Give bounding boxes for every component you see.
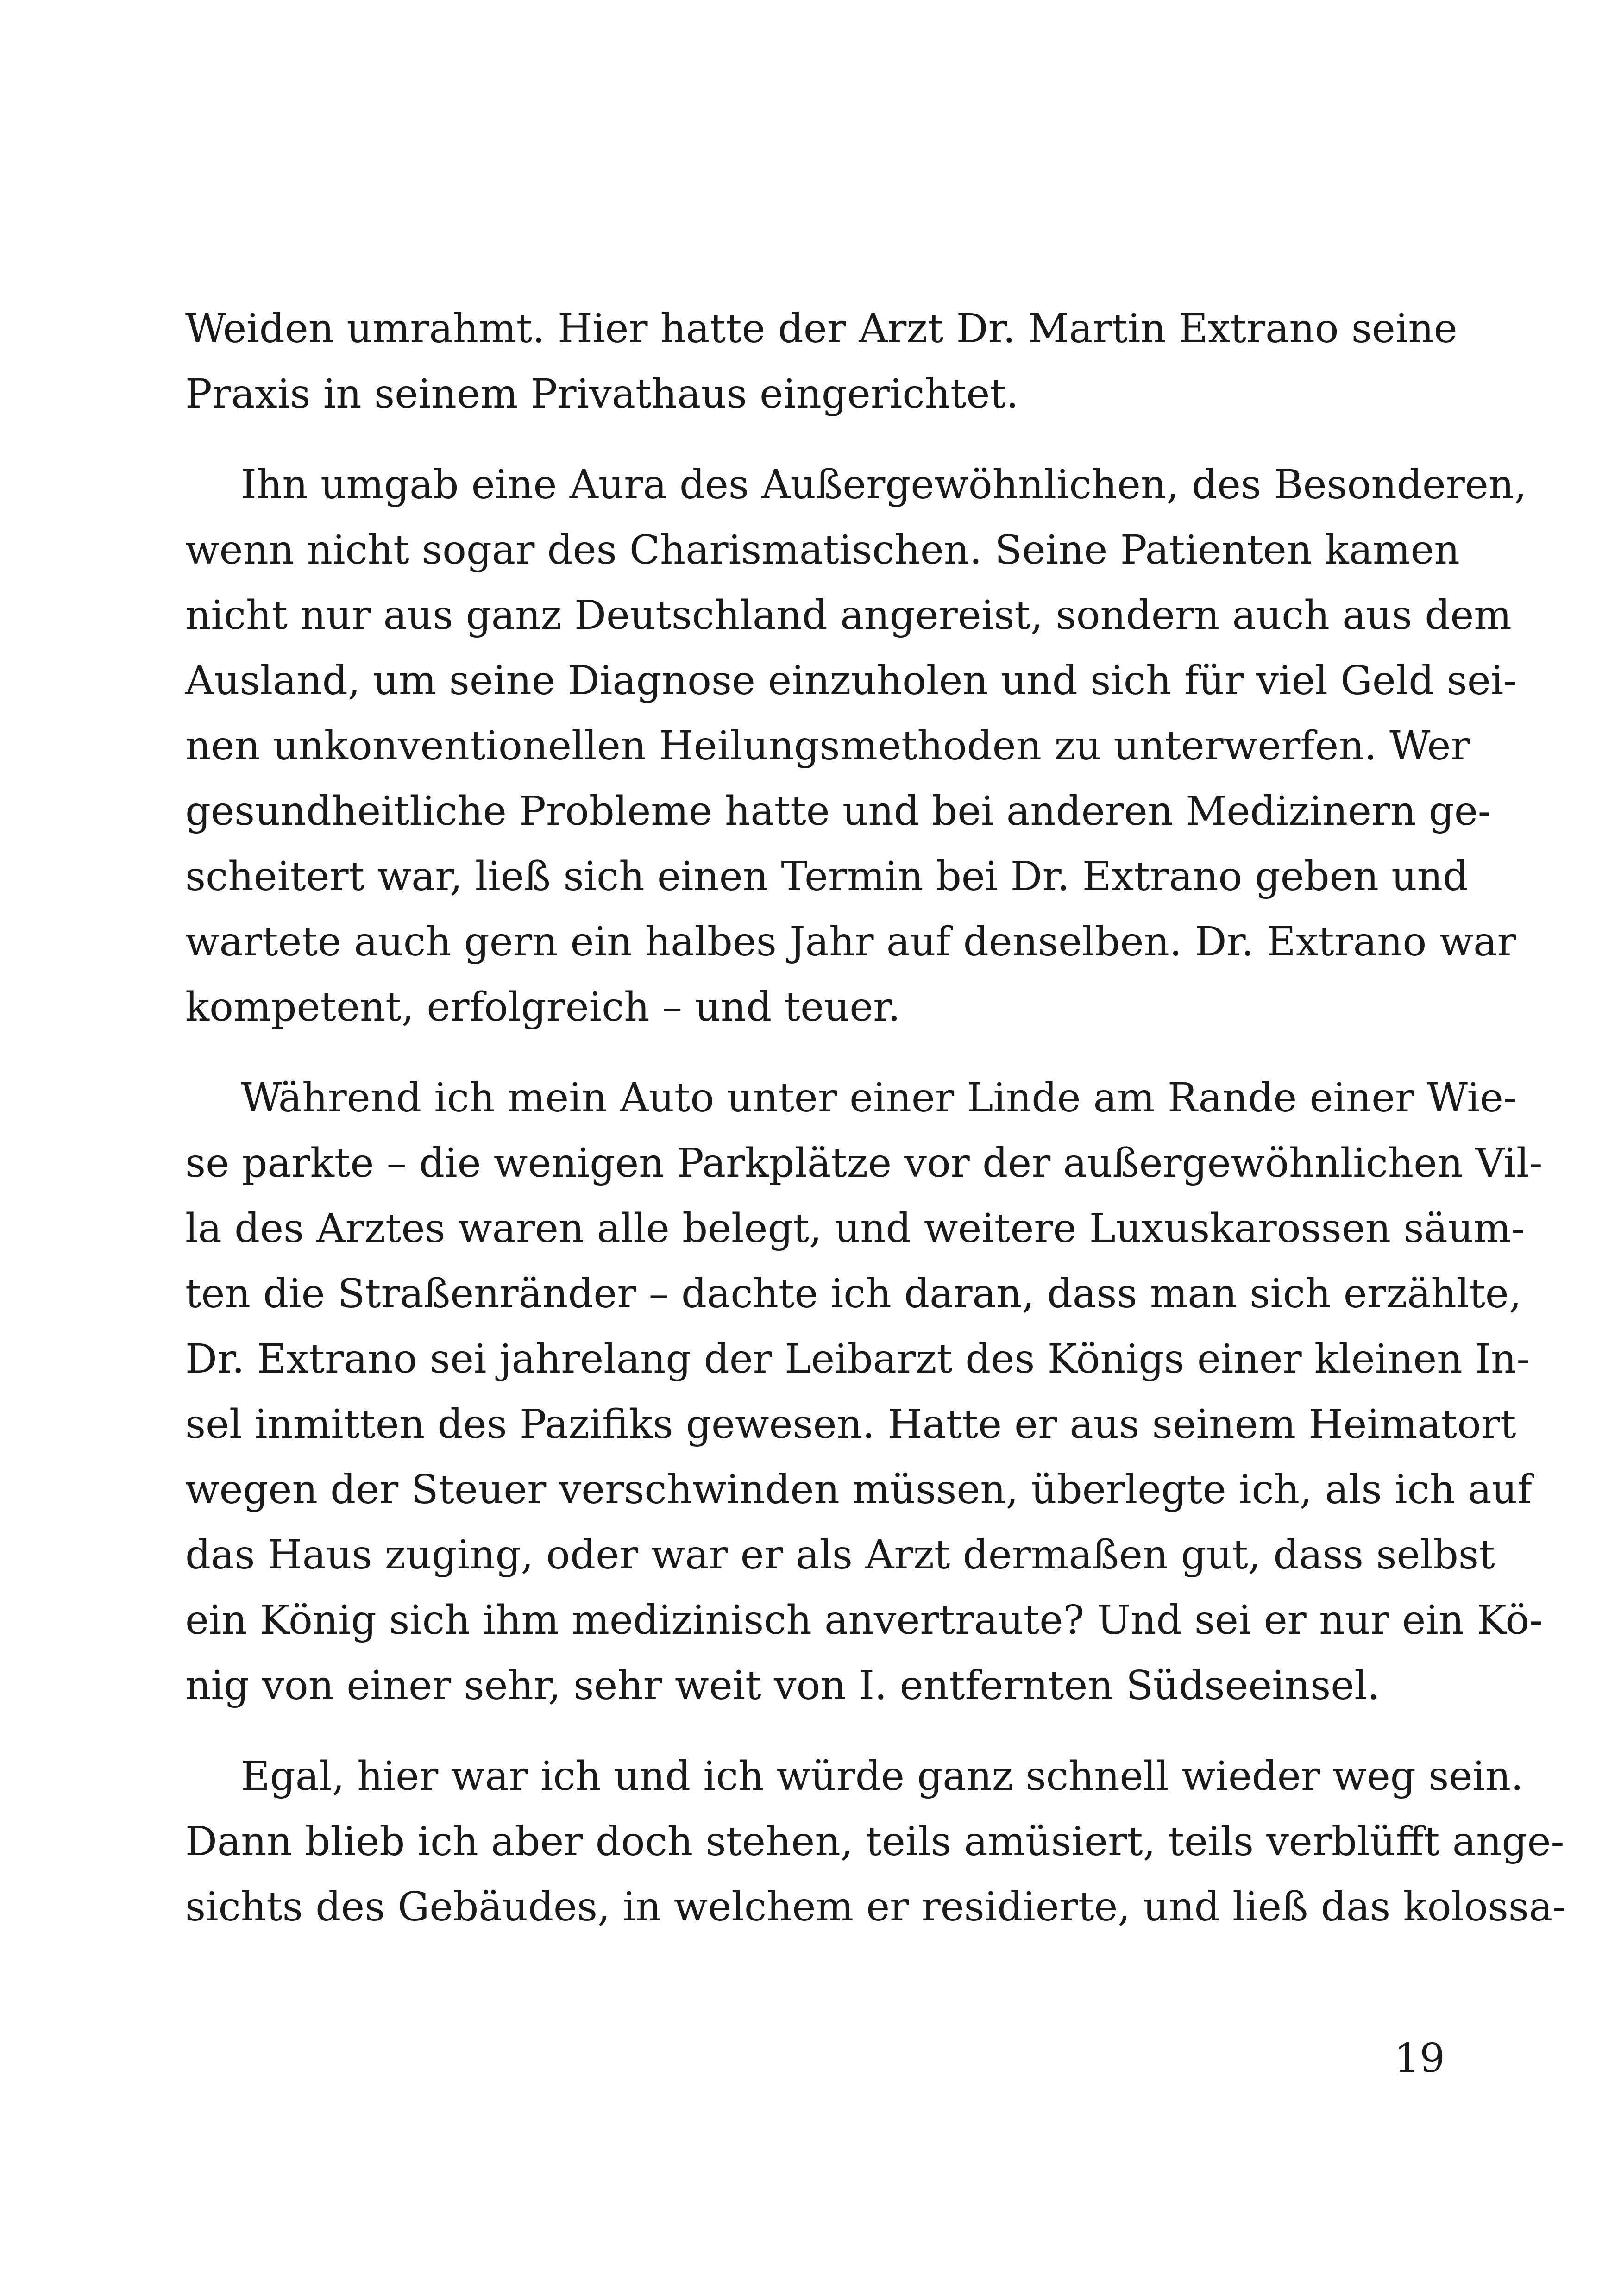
text-line: ten die Straßenränder – dachte ich daran, dass man sich erzählte, xyxy=(185,1271,1522,1317)
paragraph-gap xyxy=(185,1040,1445,1066)
text-line: se parkte – die wenigen Parkplätze vor der außergewöhnlichen Vil- xyxy=(185,1140,1543,1186)
text-line: nen unkonventionellen Heilungsmethoden zu unterwerfen. Wer xyxy=(185,723,1470,769)
text-line: gesundheitliche Probleme hatte und bei anderen Medizinern ge- xyxy=(185,788,1491,834)
text-line: kompetent, erfolgreich – und teuer. xyxy=(185,984,901,1030)
text-line: Praxis in seinem Privathaus eingerichtet. xyxy=(185,371,1019,417)
text-line: wartete auch gern ein halbes Jahr auf denselben. Dr. Extrano war xyxy=(185,919,1516,965)
text-line: scheitert war, ließ sich einen Termin bei Dr. Extrano geben und xyxy=(185,853,1469,900)
text-line: Dr. Extrano sei jahrelang der Leibarzt des Königs einer kleinen In- xyxy=(185,1336,1530,1382)
text-line: nicht nur aus ganz Deutschland angereist, sondern auch aus dem xyxy=(185,592,1512,639)
text-line: Dann blieb ich aber doch stehen, teils amüsiert, teils verblüfft ange- xyxy=(185,1819,1564,1865)
text-line: sel inmitten des Pazifiks gewesen. Hatte er aus seinem Heimatort xyxy=(185,1401,1516,1448)
text-line: nig von einer sehr, sehr weit von I. entfernten Südseeinsel. xyxy=(185,1662,1380,1709)
paragraph xyxy=(185,452,1527,1040)
text-line: Ihn umgab eine Aura des Außergewöhnlichen, des Besonderen, xyxy=(241,462,1527,508)
text-line: sichts des Gebäudes, in welchem er residierte, und ließ das kolossa- xyxy=(185,1884,1566,1930)
paragraph-gap xyxy=(185,1719,1445,1744)
text-line: Ausland, um seine Diagnose einzuholen und sich für viel Geld sei- xyxy=(185,658,1517,704)
text-line: Während ich mein Auto unter einer Linde am Rande einer Wie- xyxy=(241,1075,1517,1121)
text-line: das Haus zuging, oder war er als Arzt dermaßen gut, dass selbst xyxy=(185,1532,1495,1578)
paragraph xyxy=(185,1744,1566,1940)
text-line: Egal, hier war ich und ich würde ganz schnell wieder weg sein. xyxy=(241,1753,1524,1800)
paragraph xyxy=(185,1066,1543,1719)
text-line: la des Arztes waren alle belegt, und weitere Luxuskarossen säum- xyxy=(185,1205,1525,1252)
text-line: wenn nicht sogar des Charismatischen. Seine Patienten kamen xyxy=(185,527,1460,573)
text-line: ein König sich ihm medizinisch anvertraute? Und sei er nur ein Kö- xyxy=(185,1597,1543,1644)
paragraph xyxy=(185,296,1458,427)
text-line: wegen der Steuer verschwinden müssen, überlegte ich, als ich auf xyxy=(185,1467,1532,1513)
body-text xyxy=(185,296,1566,1940)
page-number: 19 xyxy=(1394,2035,1445,2082)
paragraph-gap xyxy=(185,427,1445,452)
text-line: Weiden umrahmt. Hier hatte der Arzt Dr. Martin Extrano seine xyxy=(185,306,1458,352)
